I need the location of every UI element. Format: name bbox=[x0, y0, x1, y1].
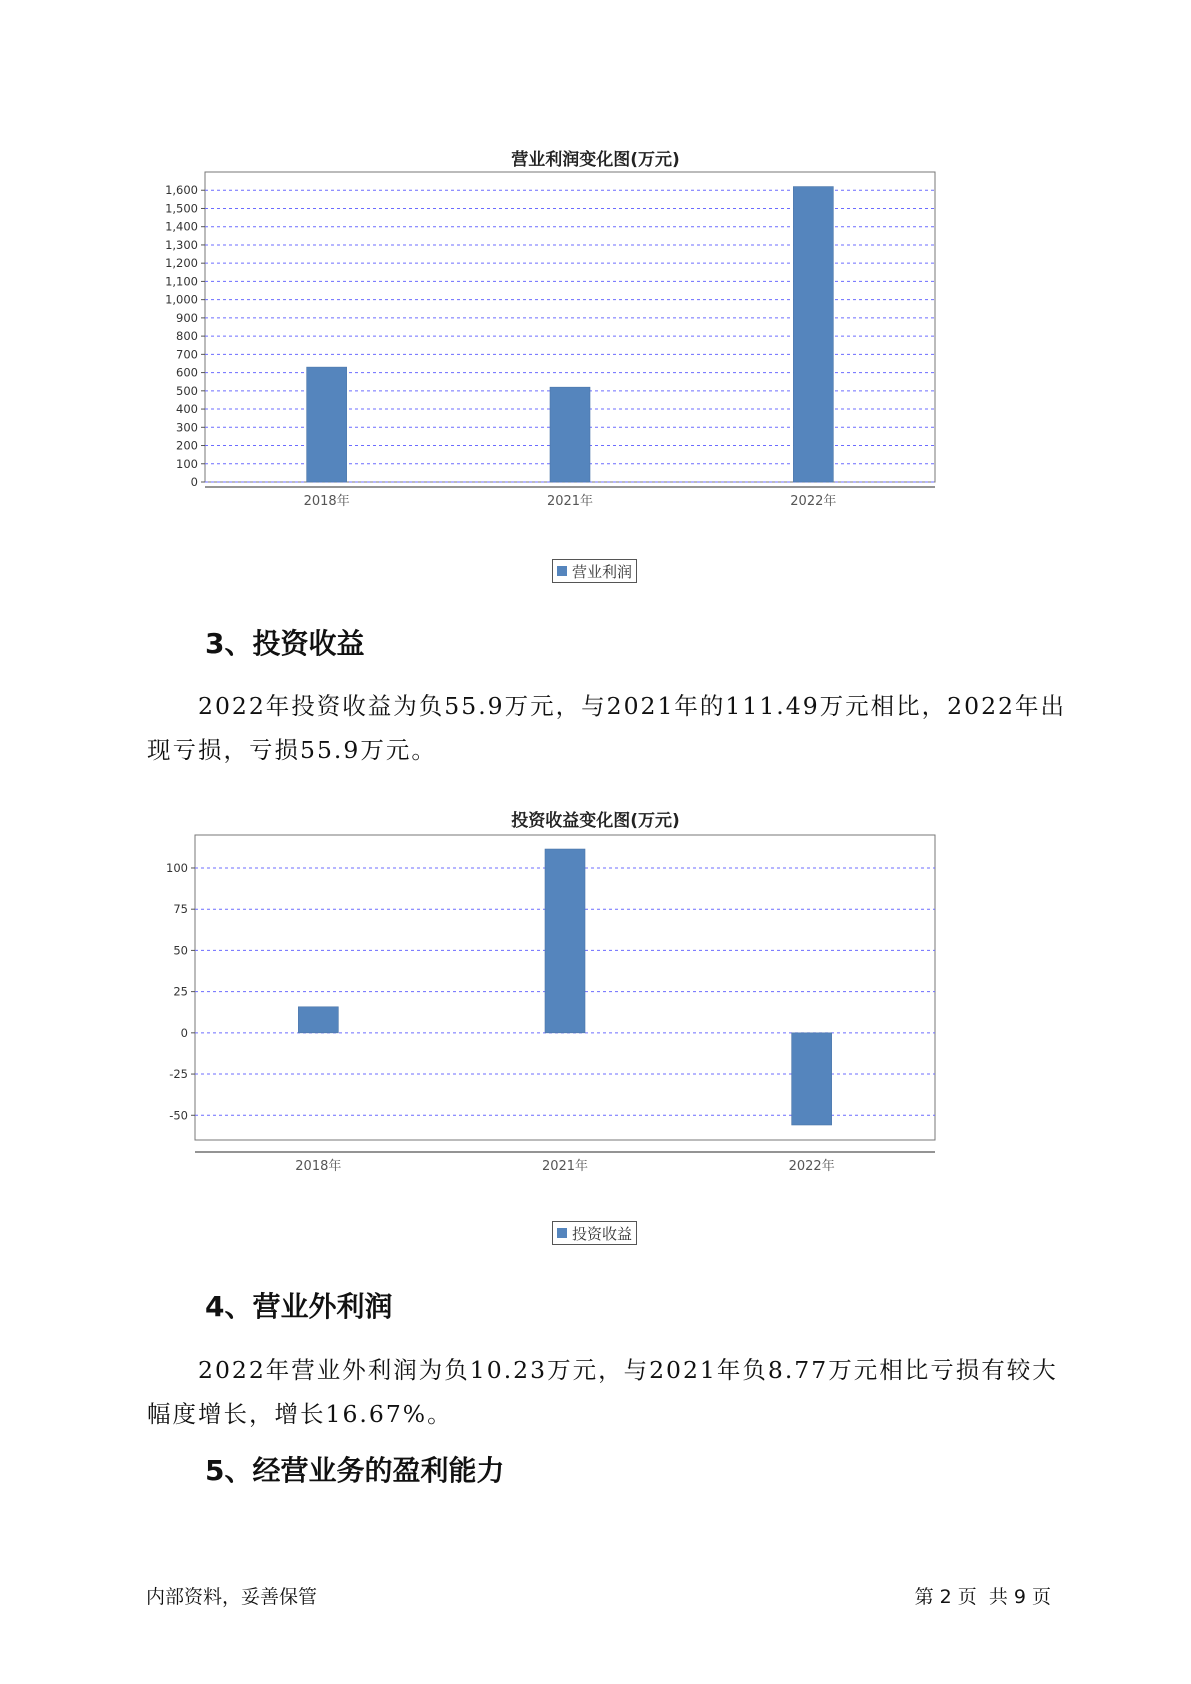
bar bbox=[545, 849, 585, 1033]
x-category-label: 2021年 bbox=[546, 494, 594, 509]
bar bbox=[550, 387, 590, 482]
x-category-label: 2022年 bbox=[790, 494, 837, 509]
x-category-label: 2022年 bbox=[788, 1159, 835, 1174]
y-tick-label: 800 bbox=[176, 329, 198, 344]
y-tick-label: 300 bbox=[176, 420, 198, 435]
footer-page-number: 第 2 页 共 9 页 bbox=[914, 1586, 1051, 1608]
chart2-title: 投资收益变化图(万元) bbox=[511, 811, 680, 831]
y-tick-label: 600 bbox=[176, 365, 198, 380]
y-tick-label: -25 bbox=[169, 1067, 188, 1082]
y-tick-label: 900 bbox=[176, 310, 198, 325]
x-category-label: 2018年 bbox=[303, 494, 350, 509]
y-tick-label: 1,400 bbox=[165, 219, 198, 234]
section-5-heading: 5、经营业务的盈利能力 bbox=[205, 1454, 505, 1487]
legend-swatch bbox=[557, 1228, 567, 1238]
y-tick-label: 700 bbox=[176, 347, 198, 362]
chart1-legend bbox=[552, 559, 637, 583]
y-tick-label: -50 bbox=[169, 1108, 188, 1123]
section-4-paragraph: 2022年营业外利润为负10.23万元，与2021年负8.77万元相比亏损有较大幅度增长，增长16.67%。 bbox=[147, 1356, 1058, 1428]
bar bbox=[298, 1007, 338, 1033]
y-tick-label: 200 bbox=[176, 438, 198, 453]
y-tick-label: 1,600 bbox=[165, 183, 198, 198]
footer-confidential: 内部资料，妥善保管 bbox=[146, 1586, 318, 1608]
y-tick-label: 0 bbox=[190, 475, 198, 489]
y-tick-label: 75 bbox=[173, 902, 188, 917]
y-tick-label: 1,100 bbox=[165, 274, 198, 289]
bar bbox=[793, 187, 833, 482]
section-3-paragraph: 2022年投资收益为负55.9万元，与2021年的111.49万元相比，2022年出现亏损，亏损55.9万元。 bbox=[147, 692, 1066, 764]
y-tick-label: 100 bbox=[176, 456, 198, 471]
legend-swatch bbox=[557, 566, 567, 576]
y-tick-label: 400 bbox=[176, 402, 198, 417]
section-3-heading: 3、投资收益 bbox=[205, 627, 365, 660]
x-category-label: 2021年 bbox=[541, 1159, 589, 1174]
chart2-legend bbox=[552, 1221, 637, 1245]
chart1-title: 营业利润变化图(万元) bbox=[511, 150, 680, 170]
y-tick-label: 1,200 bbox=[165, 256, 198, 271]
bar bbox=[792, 1033, 832, 1125]
y-tick-label: 25 bbox=[173, 984, 188, 999]
y-tick-label: 1,300 bbox=[165, 237, 198, 252]
y-tick-label: 0 bbox=[180, 1025, 188, 1040]
y-tick-label: 100 bbox=[166, 860, 188, 875]
investment-income-chart bbox=[0, 835, 1191, 1215]
operating-profit-chart bbox=[0, 170, 1191, 590]
x-category-label: 2018年 bbox=[295, 1159, 342, 1174]
section-4-heading: 4、营业外利润 bbox=[205, 1290, 393, 1323]
y-tick-label: 1,000 bbox=[165, 292, 198, 307]
bar bbox=[307, 367, 347, 482]
y-tick-label: 1,500 bbox=[165, 201, 198, 216]
chart1-legend-label: 营业利润 bbox=[572, 562, 633, 581]
y-tick-label: 50 bbox=[173, 943, 188, 958]
chart2-legend-label: 投资收益 bbox=[572, 1224, 633, 1243]
y-tick-label: 500 bbox=[176, 383, 198, 398]
